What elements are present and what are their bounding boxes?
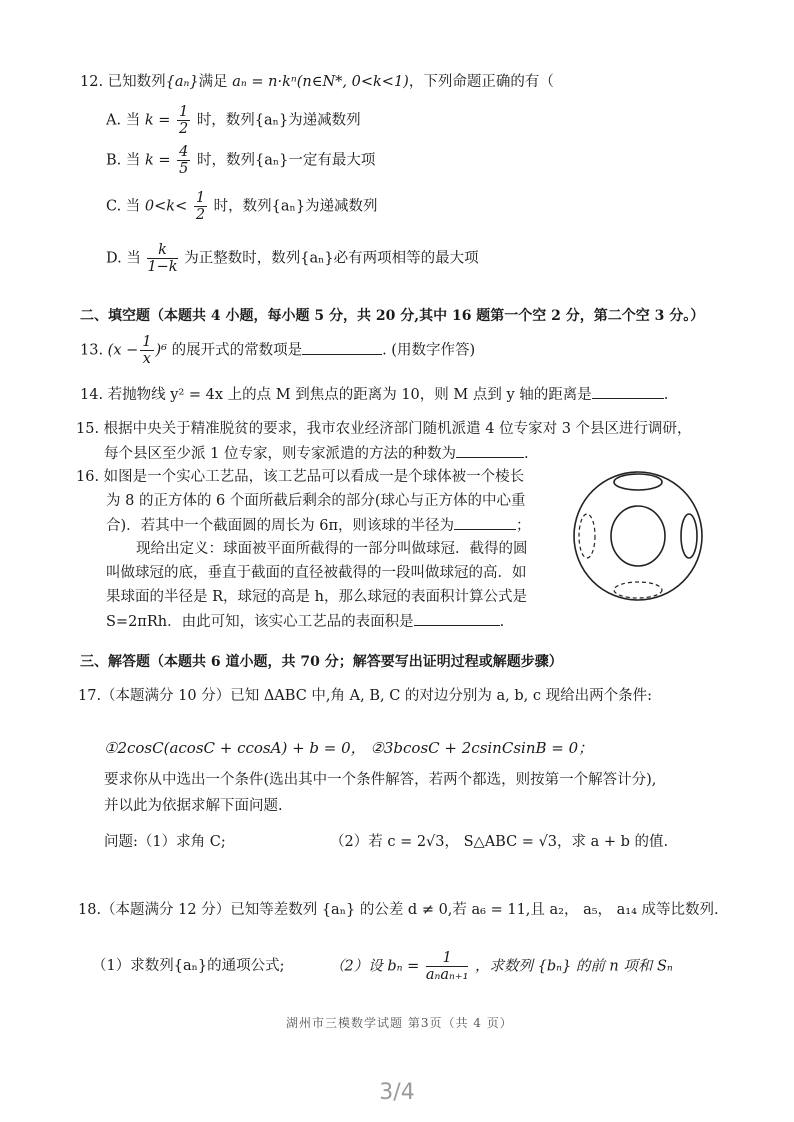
q17-line4: 并以此为依据求解下面问题. xyxy=(104,798,283,814)
q15-line2: 每个县区至少派 1 位专家，则专家派遣的方法的种数为 . xyxy=(104,443,529,464)
q15-line1: 15. 根据中央关于精准脱贫的要求，我市农业经济部门随机派遣 4 位专家对 3 个县区进行调研， xyxy=(76,421,692,437)
q16-line4: 现给出定义：球面被平面所截得的一部分叫做球冠．截得的圆 xyxy=(136,541,528,557)
q18-part2: （2）设 bₙ = $\frac{1}{\text{aₙaₙ₊₁}}$ ，求数列 {bₙ} 的前 n 项和 Sₙ xyxy=(330,950,673,983)
q17-line1: 17.（本题满分 10 分）已知 ΔABC 中,角 A, B, C 的对边分别为 a, b, c 现给出两个条件: xyxy=(78,688,652,704)
q12-option-a: A. 当 k = $\frac{1}{2}$ 时，数列{aₙ}为递减数列 xyxy=(106,104,361,137)
q17-part1: 问题:（1）求角 C; xyxy=(104,834,226,850)
q18-part1: （1）求数列{aₙ}的通项公式; xyxy=(92,958,285,974)
q17-conditions: ①2cosC(acosC + ccosA) + b = 0， ②3bcosC + 2csinCsinB = 0； xyxy=(104,739,594,757)
q13: 13. (x − $\frac{1}{x}$ )⁶ 的展开式的常数项是 . (用数字作答) xyxy=(80,334,476,367)
q17-line3: 要求你从中选出一个条件(选出其中一个条件解答，若两个都选，则按第一个解答计分), xyxy=(104,772,657,788)
q16-line1: 16. 如图是一个实心工艺品，该工艺品可以看成一是个球体被一个棱长 xyxy=(76,469,525,485)
q17-part2: （2）若 c = 2√3， S△ABC = √3，求 a + b 的值. xyxy=(330,834,669,850)
q13-answer-blank[interactable] xyxy=(302,340,382,355)
q16-line7: S=2πRh．由此可知，该实心工艺品的表面积是 . xyxy=(106,611,504,632)
q16-line2: 为 8 的正方体的 6 个面所截后剩余的部分(球心与正方体的中心重 xyxy=(106,493,526,509)
q16-line3: 合)．若其中一个截面圆的周长为 6π，则该球的半径为 ； xyxy=(106,515,531,536)
q18-line1: 18.（本题满分 12 分）已知等差数列 {aₙ} 的公差 d ≠ 0,若 a₆ = 11,且 a₂， a₅， a₁₄ 成等比数列. xyxy=(78,902,719,918)
q16-radius-blank[interactable] xyxy=(454,515,516,530)
q14: 14. 若抛物线 y² = 4x 上的点 M 到焦点的距离为 10，则 M 点到 y 轴的距离是 . xyxy=(80,384,668,405)
q14-answer-blank[interactable] xyxy=(592,384,664,399)
section3-title: 三、解答题（本题共 6 道小题，共 70 分；解答要写出证明过程或解题步骤） xyxy=(80,654,563,670)
q12-option-b: B. 当 k = $\frac{4}{5}$ 时，数列{aₙ}一定有最大项 xyxy=(106,144,376,177)
q12-option-c: C. 当 0<k< $\frac{1}{2}$ 时，数列{aₙ}为递减数列 xyxy=(106,190,378,223)
sphere-cut-by-cube-figure xyxy=(568,466,708,606)
q12-stem: 12. 已知数列{aₙ}满足 aₙ = n·kⁿ(n∈N*, 0<k<1)，下列命题正确的有（ xyxy=(80,74,554,90)
q16-area-blank[interactable] xyxy=(414,611,500,626)
page-footer: 湖州市三模数学试题 第3页（共 4 页） xyxy=(286,1016,513,1030)
section2-title: 二、填空题（本题共 4 小题，每小题 5 分，共 20 分,其中 16 题第一个空 2 分，第二个空 3 分。） xyxy=(80,308,705,324)
q15-answer-blank[interactable] xyxy=(456,443,524,458)
q16-line6: 果球面的半径是 R，球冠的高是 h，那么球冠的表面积计算公式是 xyxy=(106,589,527,605)
q12-option-d: D. 当 $\frac{k}{1-k}$ 为正整数时，数列{aₙ}必有两项相等的最大项 xyxy=(106,242,479,275)
q16-line5: 叫做球冠的底，垂直于截面的直径被截得的一段叫做球冠的高．如 xyxy=(106,565,527,581)
page-indicator: 3/4 xyxy=(379,1080,415,1105)
